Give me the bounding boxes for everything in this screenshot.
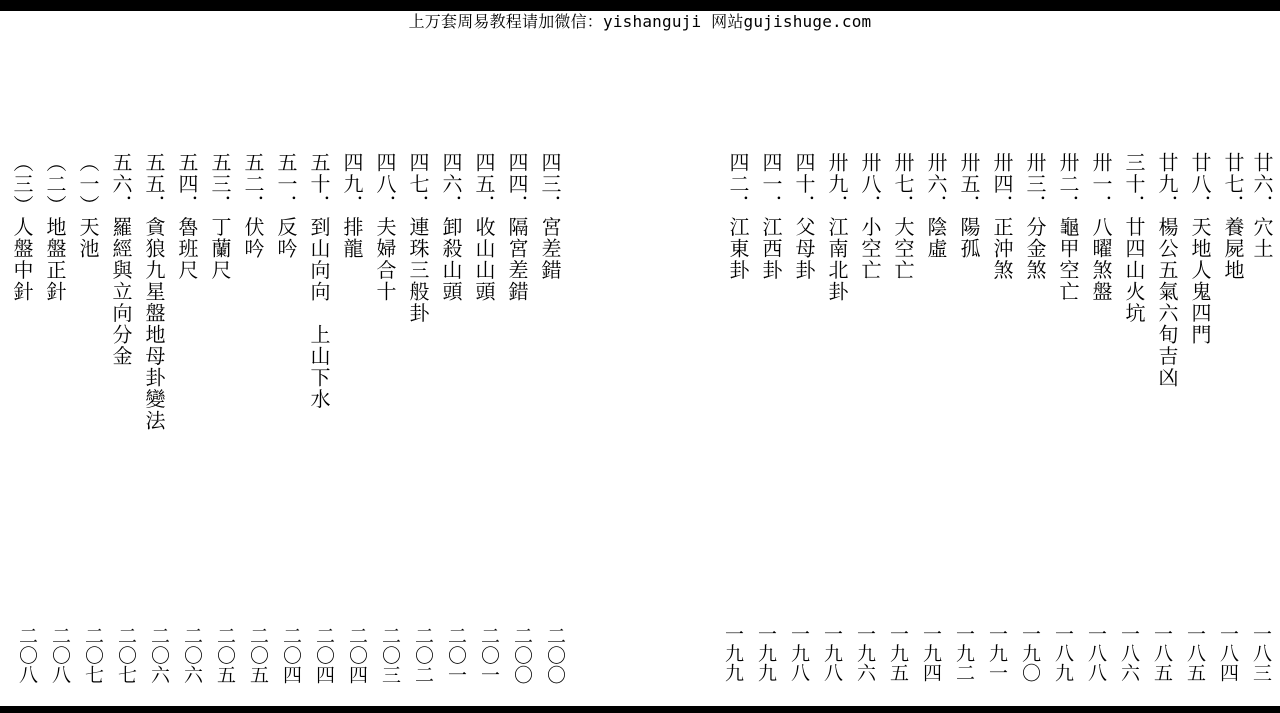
page-number: 二〇八 [16, 626, 38, 685]
page-number: 二〇三 [379, 626, 401, 685]
toc-entry: 卅七．大空亡 [891, 152, 915, 281]
toc-entry: 廿七．養屍地 [1221, 152, 1245, 281]
page-number: 二〇一 [445, 626, 467, 685]
page-number: 二〇八 [49, 626, 71, 685]
page-number: 一九五 [887, 624, 909, 683]
page-number: 一九四 [920, 624, 942, 683]
toc-entry: 五六．羅經與立向分金 [109, 152, 133, 367]
toc-entry: 四六．卸殺山頭 [439, 152, 463, 303]
page-number: 一九八 [821, 624, 843, 683]
page-number: 一八五 [1184, 624, 1206, 683]
page-number: 一九九 [722, 624, 744, 683]
page-number: 二〇二 [412, 626, 434, 685]
page-number: 一九九 [755, 624, 777, 683]
page-number: 二〇四 [346, 626, 368, 685]
toc-entry: 五十．到山向向 上山下水 [307, 152, 331, 410]
toc-entry: 卅三．分金煞 [1023, 152, 1047, 281]
toc-entry: 五二．伏吟 [241, 152, 265, 260]
toc-entry: 四七．連珠三般卦 [406, 152, 430, 324]
toc-entry: 四十．父母卦 [792, 152, 816, 281]
toc-entry: （一）天池 [76, 152, 100, 260]
bottom-border-bar [0, 706, 1280, 713]
page-number: 二〇〇 [544, 626, 566, 685]
toc-entry: 四四．隔宮差錯 [505, 152, 529, 303]
toc-entry: 四九．排龍 [340, 152, 364, 260]
page-number: 二〇七 [115, 626, 137, 685]
toc-entry: （二）地盤正針 [43, 152, 67, 303]
toc-entry: 四三．宮差錯 [538, 152, 562, 281]
toc-entry: 卅四．正沖煞 [990, 152, 1014, 281]
toc-entry: 五五．貪狼九星盤地母卦變法 [142, 152, 166, 432]
toc-entry: 卅八．小空亡 [858, 152, 882, 281]
toc-entry: 卅六．陰虛 [924, 152, 948, 260]
toc-entry: 卅二．龜甲空亡 [1056, 152, 1080, 303]
toc-entry: 廿八．天地人鬼四門 [1188, 152, 1212, 346]
toc-entry: 五一．反吟 [274, 152, 298, 260]
page-number: 一八三 [1250, 624, 1272, 683]
toc-entry: 卅五．陽孤 [957, 152, 981, 260]
page-number: 二〇五 [247, 626, 269, 685]
toc-entry: 卅九．江南北卦 [825, 152, 849, 303]
page-number: 一九六 [854, 624, 876, 683]
page-number: 二〇六 [148, 626, 170, 685]
toc-entry: 五三．丁蘭尺 [208, 152, 232, 281]
page-number: 一九一 [986, 624, 1008, 683]
page-number: 一八六 [1118, 624, 1140, 683]
page-number: 二〇六 [181, 626, 203, 685]
page-number: 一八四 [1217, 624, 1239, 683]
page-number: 一八五 [1151, 624, 1173, 683]
watermark-banner: 上万套周易教程请加微信：yishanguji 网站gujishuge.com [408, 12, 872, 31]
toc-entry: 廿九．楊公五氣六旬吉凶 [1155, 152, 1179, 389]
toc-entry: 五四．魯班尺 [175, 152, 199, 281]
toc-entry: 四八．夫婦合十 [373, 152, 397, 303]
page-number: 一九二 [953, 624, 975, 683]
page-number: 二〇四 [280, 626, 302, 685]
page-number: 一八八 [1085, 624, 1107, 683]
page-number: 一九〇 [1019, 624, 1041, 683]
toc-entry: 四五．收山山頭 [472, 152, 496, 303]
toc-entry: （三）人盤中針 [10, 152, 34, 303]
page-number: 一九八 [788, 624, 810, 683]
page-number: 二〇五 [214, 626, 236, 685]
page-number: 一八九 [1052, 624, 1074, 683]
toc-entry: 卅一．八曜煞盤 [1089, 152, 1113, 303]
toc-entry: 廿六．穴土 [1250, 152, 1274, 260]
page-number: 二〇七 [82, 626, 104, 685]
toc-entry: 四二．江東卦 [726, 152, 750, 281]
page-number: 二〇一 [478, 626, 500, 685]
toc-entry: 三十．廿四山火坑 [1122, 152, 1146, 324]
top-border-bar [0, 0, 1280, 11]
page-number: 二〇〇 [511, 626, 533, 685]
page-number: 二〇四 [313, 626, 335, 685]
toc-entry: 四一．江西卦 [759, 152, 783, 281]
